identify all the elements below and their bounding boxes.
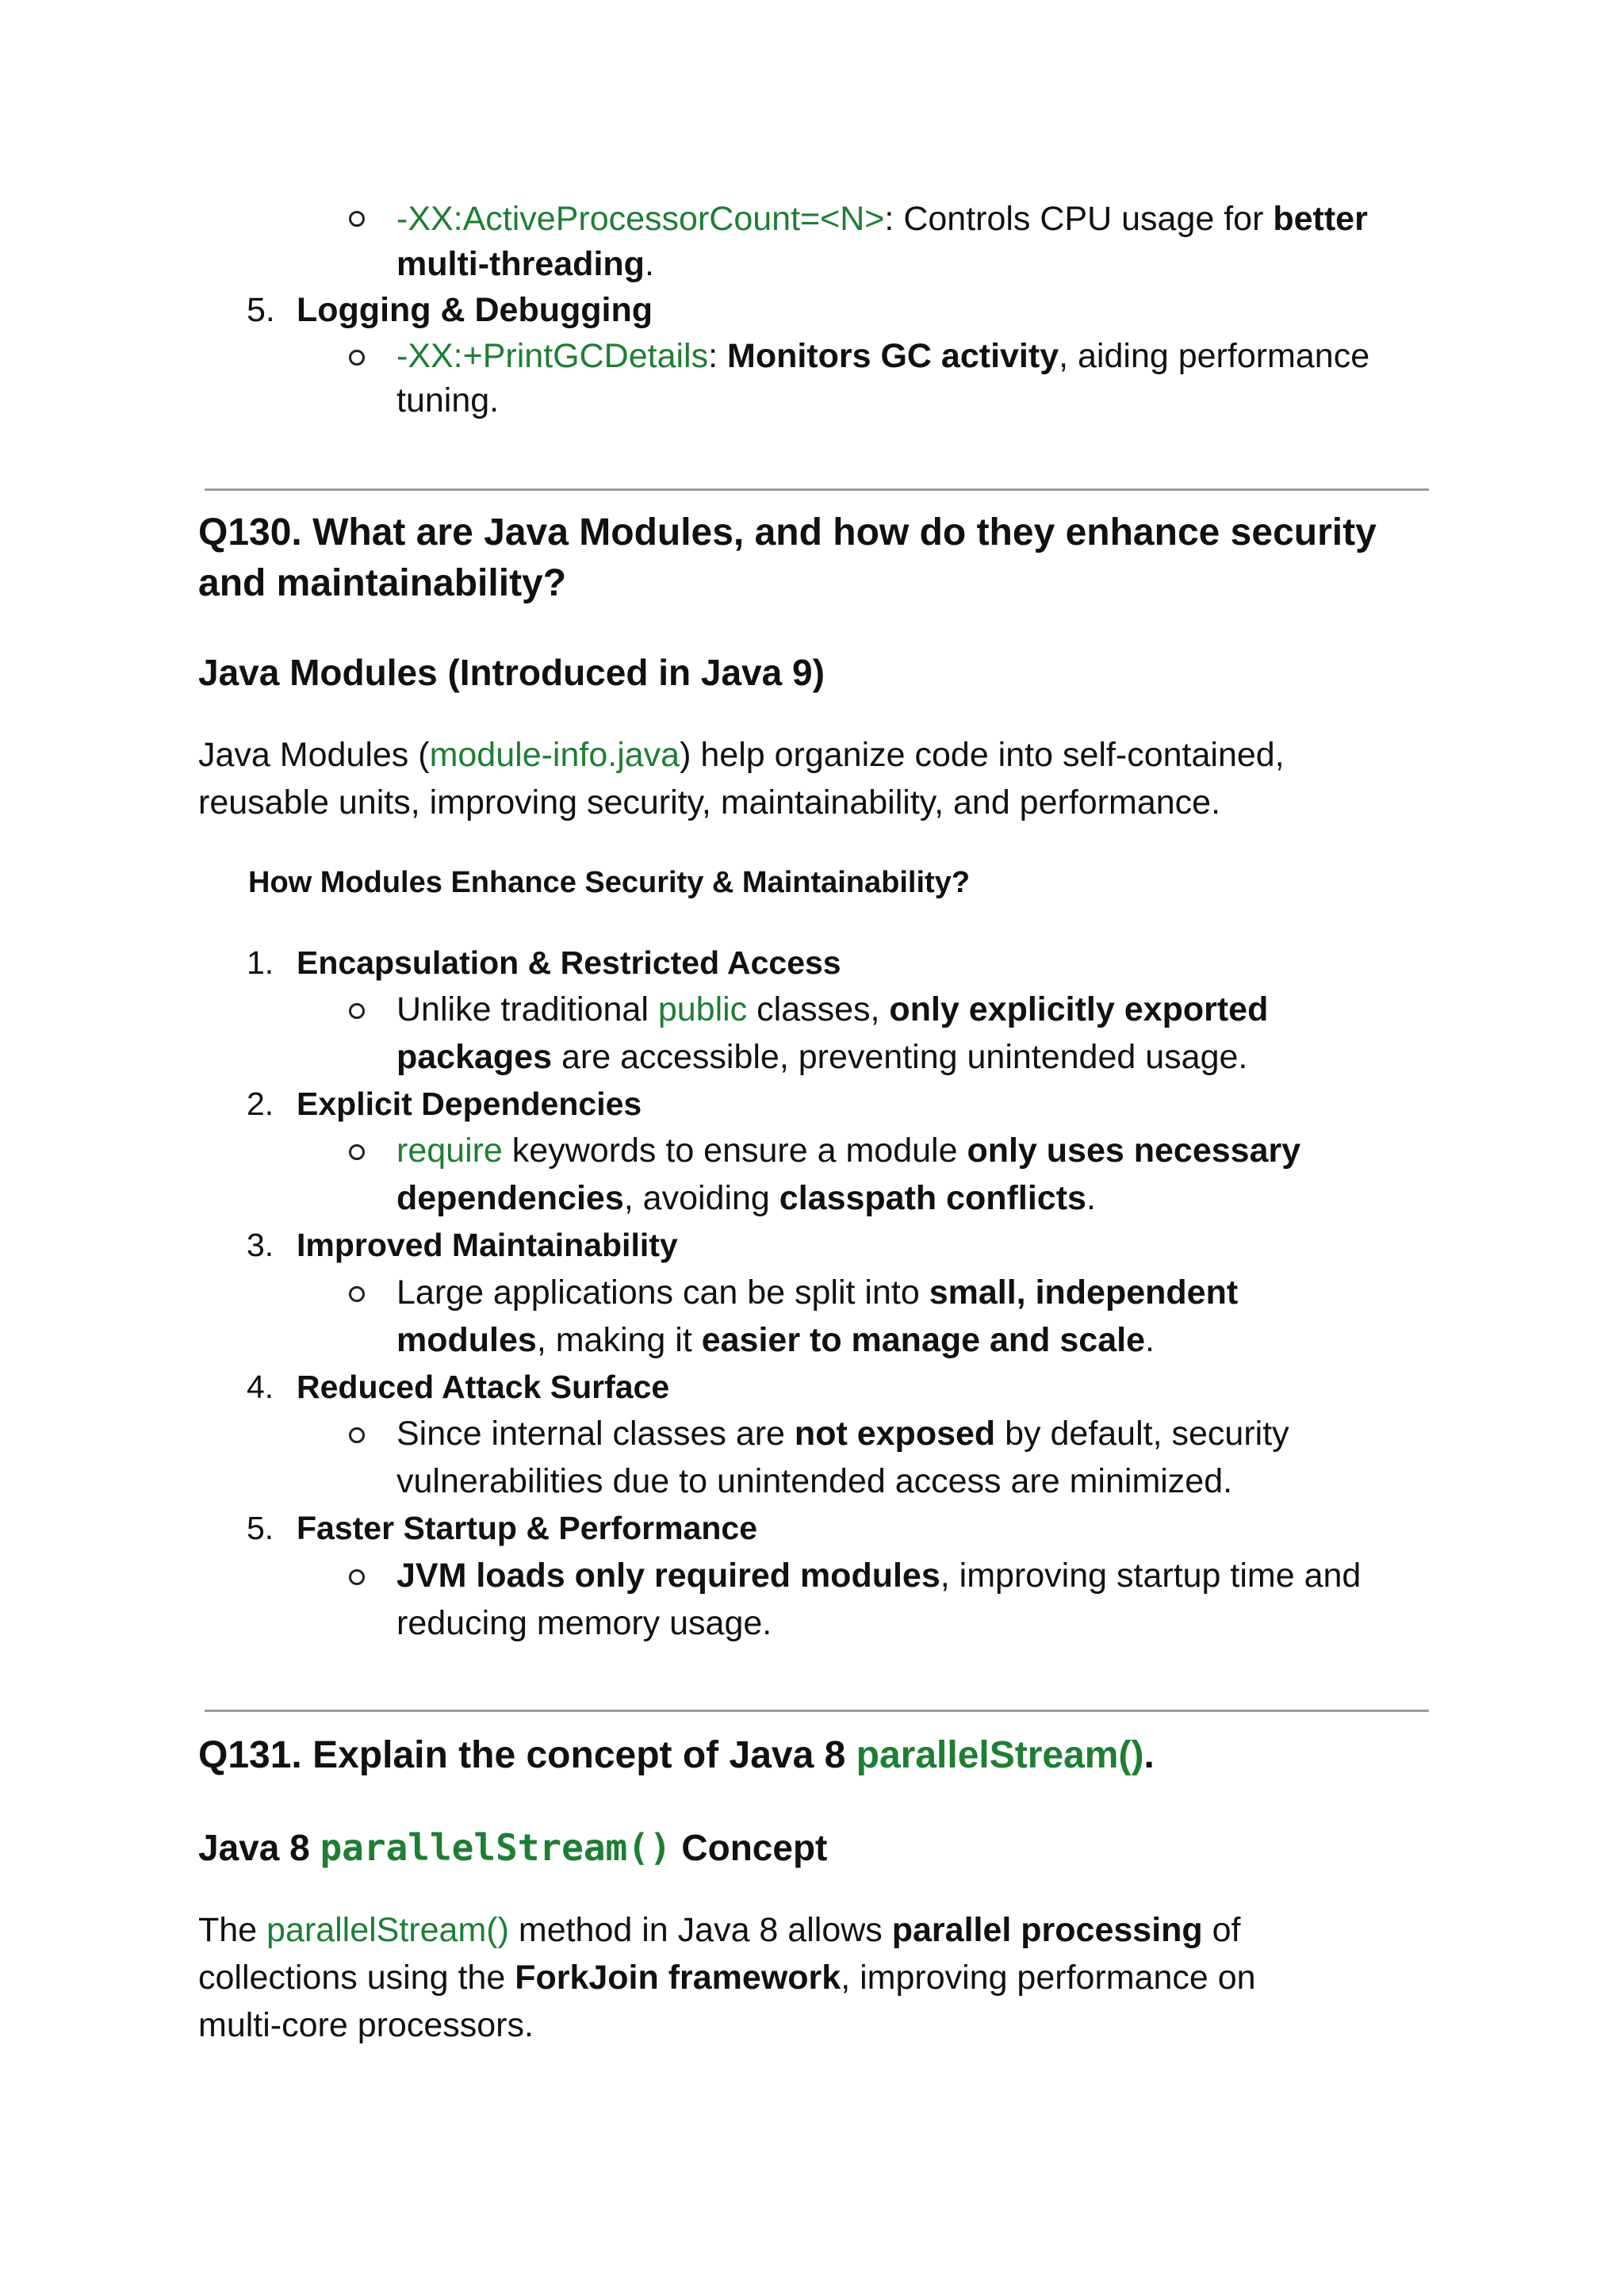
inline-code: parallelStream() [320,1826,672,1869]
list-item: Large applications can be split into small, independent [396,1273,1239,1312]
list-item-continuation: reducing memory usage. [396,1604,772,1642]
bullet-circle-icon [349,1003,365,1019]
inline-code: module-info.java [429,736,680,774]
list-item: -XX:ActiveProcessorCount=<N>: Controls CPU usage for better [396,200,1368,238]
divider [205,1710,1429,1712]
question-heading-line2: and maintainability? [198,562,567,604]
item-number: 1. [247,944,274,981]
item-title: Logging & Debugging [297,291,653,329]
question-heading: Q131. Explain the concept of Java 8 parallelStream(). [198,1734,1155,1776]
section-subheading: Java Modules (Introduced in Java 9) [198,652,825,693]
paragraph: Java Modules (module-info.java) help organize code into self-contained, [198,736,1285,774]
paragraph-line: reusable units, improving security, maintainability, and performance. [198,783,1221,821]
item-title: Explicit Dependencies [297,1086,642,1122]
item-number: 2. [247,1086,274,1122]
list-item-continuation: modules, making it easier to manage and scale. [396,1321,1155,1359]
bullet-circle-icon [349,1569,365,1585]
paragraph: The parallelStream() method in Java 8 allows parallel processing of [198,1911,1241,1949]
section-subheading: Java 8 parallelStream() Concept [198,1826,828,1869]
list-item-continuation: vulnerabilities due to unintended access are minimized. [396,1462,1233,1500]
item-number: 3. [247,1227,274,1263]
list-heading: How Modules Enhance Security & Maintainability? [248,866,971,899]
bullet-circle-icon [349,1286,365,1302]
inline-code: public [657,990,748,1028]
list-item-continuation: packages are accessible, preventing unintended usage. [396,1038,1248,1076]
divider [205,488,1429,491]
paragraph-line: collections using the ForkJoin framework, improving performance on [198,1959,1256,1997]
item-title: Improved Maintainability [297,1227,678,1263]
inline-code: parallelStream() [266,1911,509,1949]
list-item: Unlike traditional public classes, only explicitly exported [396,990,1269,1028]
bullet-circle-icon [349,211,365,227]
list-item: require keywords to ensure a module only uses necessary [396,1132,1301,1170]
item-title: Faster Startup & Performance [297,1510,758,1546]
inline-code: -XX:ActiveProcessorCount=<N> [396,200,885,238]
item-number: 4. [247,1369,274,1405]
inline-code: require [396,1132,503,1170]
question-heading: Q130. What are Java Modules, and how do they enhance security [198,511,1377,553]
paragraph-line: multi-core processors. [198,2006,534,2044]
bullet-circle-icon [349,1144,365,1160]
list-item-continuation: dependencies, avoiding classpath conflicts. [396,1179,1096,1217]
list-item-continuation: tuning. [396,381,500,419]
list-item-continuation: multi-threading. [396,245,654,283]
bullet-circle-icon [349,1427,365,1443]
bullet-circle-icon [349,350,365,366]
list-item: JVM loads only required modules, improving startup time and [396,1557,1362,1595]
list-item: Since internal classes are not exposed by default, security [396,1415,1289,1453]
item-number: 5. [247,291,275,329]
item-title: Reduced Attack Surface [297,1369,670,1405]
list-item: -XX:+PrintGCDetails: Monitors GC activity, aiding performance [396,337,1370,375]
item-number: 5. [247,1510,274,1546]
inline-code: -XX:+PrintGCDetails [396,337,709,375]
inline-code: parallelStream() [856,1734,1144,1776]
item-title: Encapsulation & Restricted Access [297,944,841,981]
